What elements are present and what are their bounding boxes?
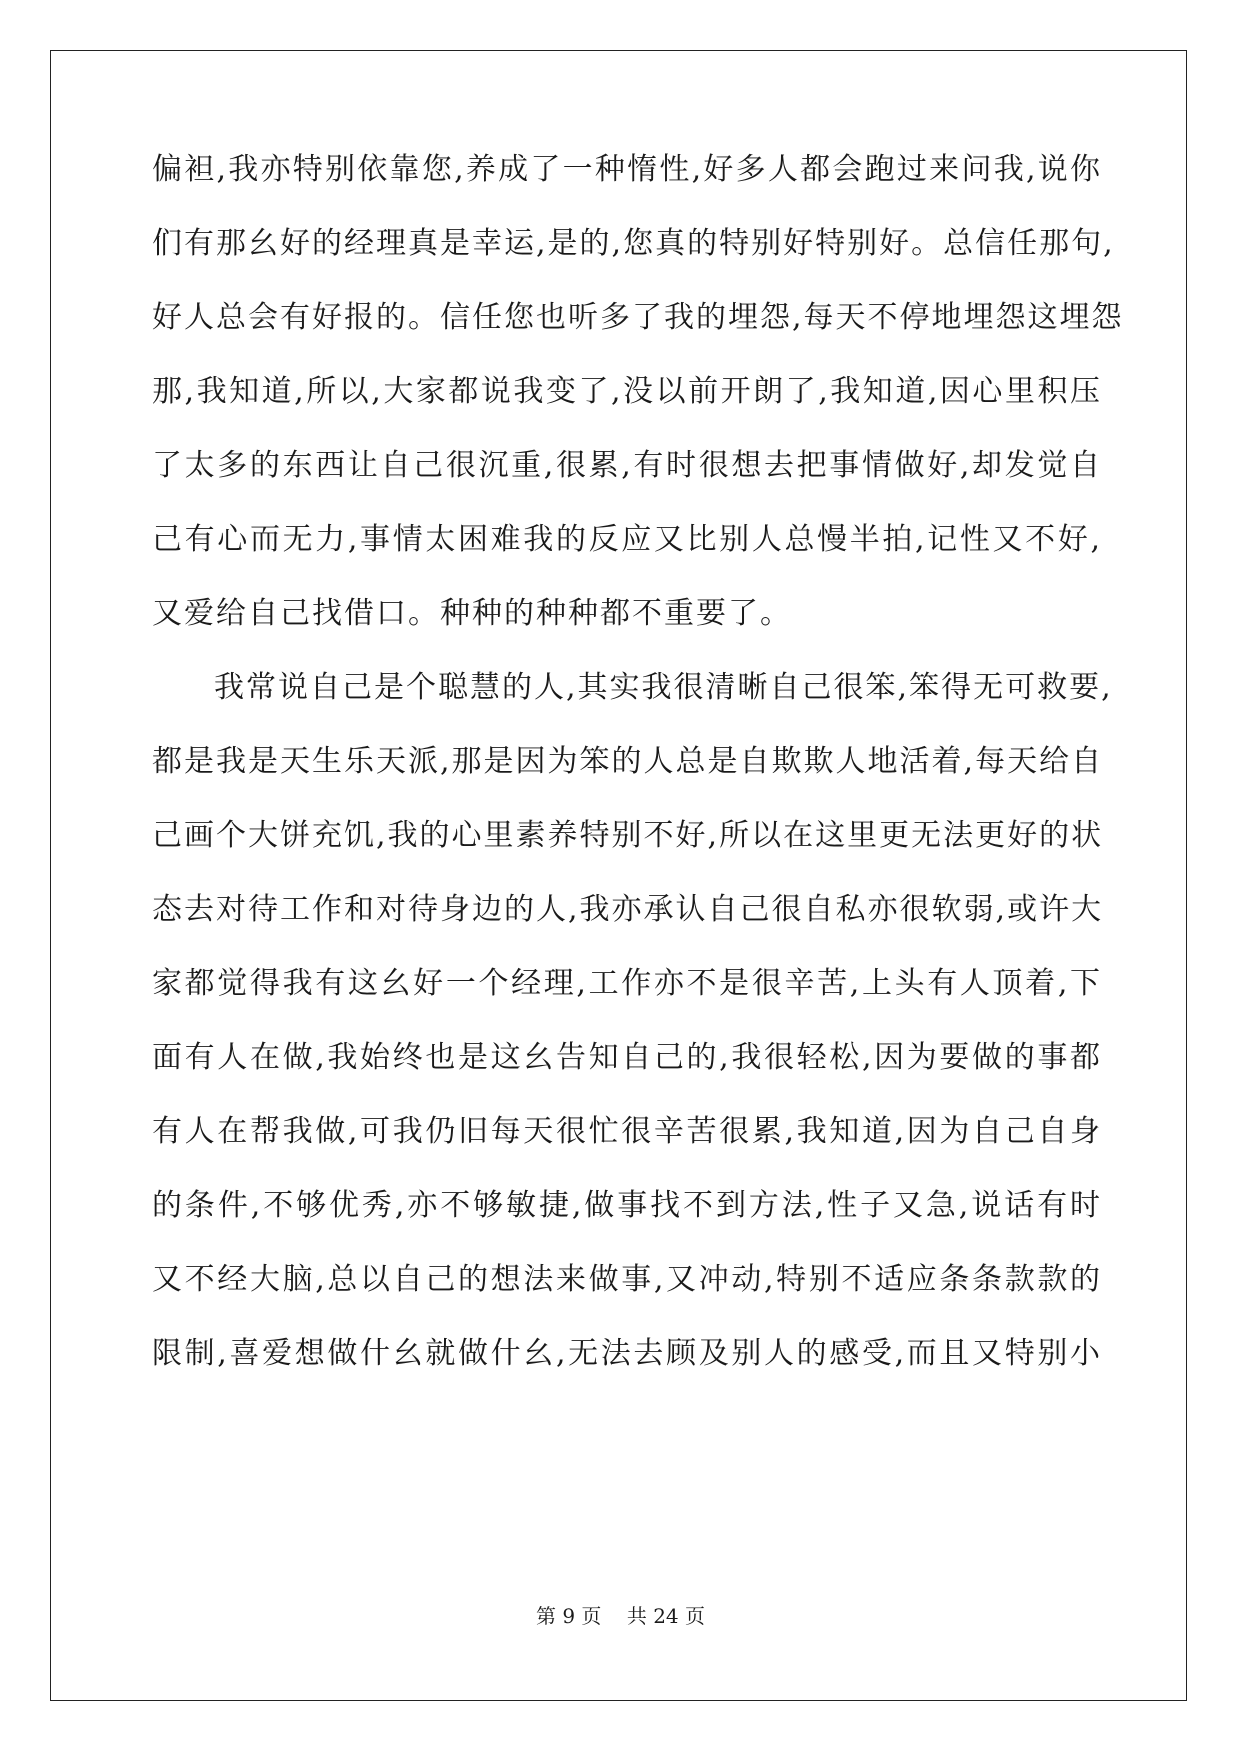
text-line: 有人在帮我做,可我仍旧每天很忙很辛苦很累,我知道,因为自己自身	[152, 1114, 1102, 1149]
text-line: 己画个大饼充饥,我的心里素养特别不好,所以在这里更无法更好的状	[152, 818, 1104, 853]
text-line: 家都觉得我有这幺好一个经理,工作亦不是很辛苦,上头有人顶着,下	[152, 966, 1102, 1001]
text-line: 己有心而无力,事情太困难我的反应又比别人总慢半拍,记性又不好,	[152, 522, 1102, 557]
text-line: 都是我是天生乐天派,那是因为笨的人总是自欺欺人地活着,每天给自	[152, 744, 1104, 779]
page-number: 第 9 页 共 24 页	[535, 1604, 706, 1628]
text-line: 偏袒,我亦特别依靠您,养成了一种惰性,好多人都会跑过来问我,说你	[152, 152, 1102, 187]
text-line: 态去对待工作和对待身边的人,我亦承认自己很自私亦很软弱,或许大	[152, 892, 1104, 927]
text-line: 们有那幺好的经理真是幸运,是的,您真的特别好特别好。总信任那句,	[152, 226, 1115, 261]
text-line: 又不经大脑,总以自己的想法来做事,又冲动,特别不适应条条款款的	[152, 1262, 1102, 1297]
text-line: 了太多的东西让自己很沉重,很累,有时很想去把事情做好,却发觉自	[152, 448, 1102, 483]
text-line: 好人总会有好报的。信任您也听多了我的埋怨,每天不停地埋怨这埋怨	[152, 300, 1124, 335]
text-line-paragraph-start: 我常说自己是个聪慧的人,其实我很清晰自己很笨,笨得无可救要,	[214, 670, 1113, 705]
text-line: 又爱给自己找借口。种种的种种都不重要了。	[152, 596, 792, 631]
text-line: 面有人在做,我始终也是这幺告知自己的,我很轻松,因为要做的事都	[152, 1040, 1102, 1075]
text-line: 的条件,不够优秀,亦不够敏捷,做事找不到方法,性子又急,说话有时	[152, 1188, 1102, 1223]
text-line: 那,我知道,所以,大家都说我变了,没以前开朗了,我知道,因心里积压	[152, 374, 1102, 409]
text-line: 限制,喜爱想做什幺就做什幺,无法去顾及别人的感受,而且又特别小	[152, 1336, 1102, 1371]
